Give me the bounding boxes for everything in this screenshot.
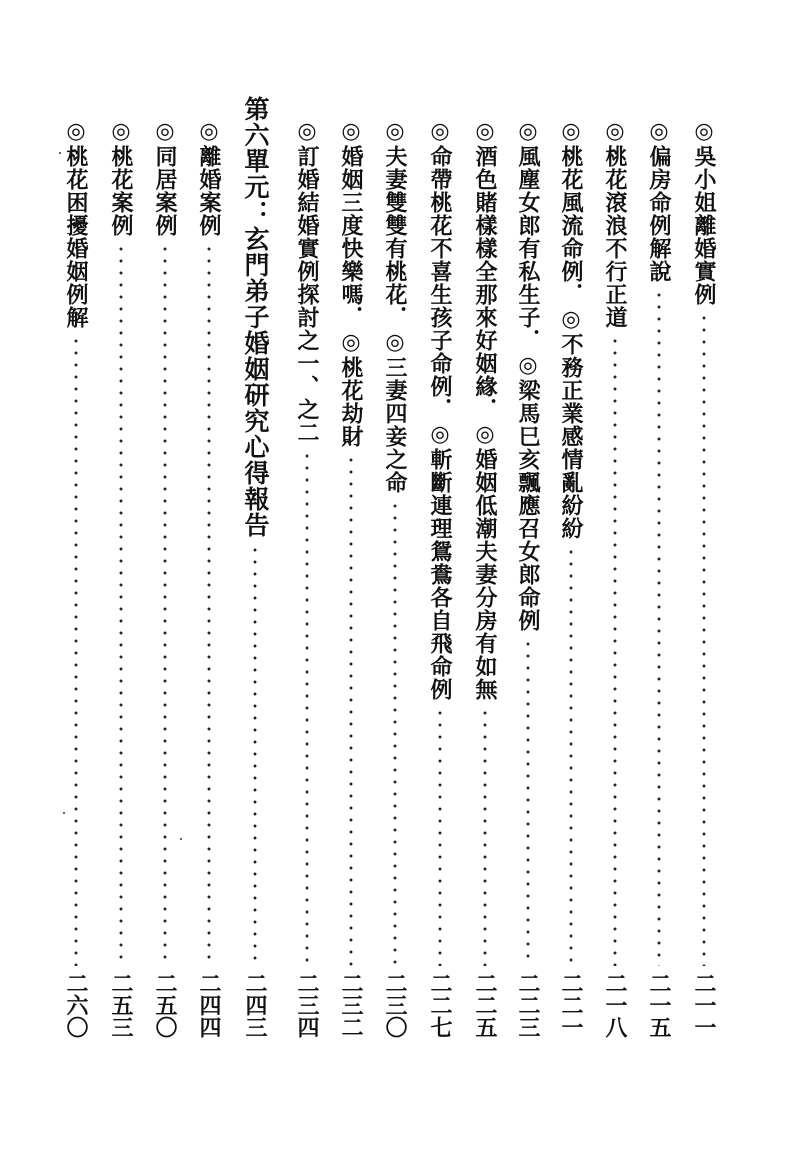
toc-entry bbox=[556, 118, 586, 1038]
entry-page-number: 二三〇 bbox=[382, 972, 408, 1038]
scan-speck bbox=[180, 838, 182, 840]
toc-entry bbox=[513, 118, 543, 1038]
entry-page-number: 二二三 bbox=[515, 972, 541, 1038]
dot-leader bbox=[349, 454, 353, 966]
entry-page-number: 二三四 bbox=[294, 972, 320, 1038]
entry-title: ◎吳小姐離婚實例 bbox=[691, 118, 717, 306]
dot-leader bbox=[526, 638, 530, 966]
toc-entry bbox=[689, 118, 719, 1038]
dot-leader bbox=[305, 450, 309, 966]
section-page-number: 二四三 bbox=[242, 972, 268, 1038]
entry-title: ◎桃花風流命例．◎不務正業感情亂紛紛 bbox=[558, 118, 584, 540]
entry-title: ◎酒色賭樣樣全那來好姻緣．◎婚姻低潮夫妻分房有如無 bbox=[472, 118, 498, 701]
entry-title: ◎風塵女郎有私生子．◎梁馬巳亥飄應召女郎命例 bbox=[515, 118, 541, 632]
dot-leader bbox=[74, 335, 78, 966]
section-title: 第六單元：玄門弟子婚姻研究心得報告 bbox=[241, 96, 270, 538]
entry-title: ◎訂婚結婚實例探討之一、之二 bbox=[294, 118, 320, 444]
scan-speck bbox=[59, 152, 61, 154]
dot-leader bbox=[702, 312, 706, 966]
dot-leader bbox=[163, 243, 167, 966]
entry-title: ◎命帶桃花不喜生孩子命例．◎斬斷連理鴛鴦各自飛命例 bbox=[427, 118, 453, 701]
toc-entry bbox=[600, 118, 630, 1038]
scan-speck bbox=[63, 812, 65, 814]
toc-entry bbox=[150, 118, 180, 1038]
entry-title: ◎桃花滾浪不行正道 bbox=[602, 118, 628, 329]
dot-leader bbox=[253, 544, 257, 966]
entry-title: ◎同居案例 bbox=[152, 118, 178, 237]
entry-page-number: 二一五 bbox=[646, 972, 672, 1038]
entry-title: ◎偏房命例解說 bbox=[646, 118, 672, 283]
entry-page-number: 二五三 bbox=[108, 972, 134, 1038]
entry-page-number: 二六〇 bbox=[63, 972, 89, 1038]
entry-page-number: 二一八 bbox=[602, 972, 628, 1038]
toc-entry bbox=[336, 118, 366, 1038]
entry-title: ◎夫妻雙雙有桃花．◎三妻四妾之命 bbox=[382, 118, 408, 494]
dot-leader bbox=[207, 243, 211, 966]
toc-entry bbox=[644, 118, 674, 1038]
toc-entry bbox=[194, 118, 224, 1038]
entry-title: ◎桃花案例 bbox=[108, 118, 134, 237]
toc-entry bbox=[470, 118, 500, 1038]
dot-leader bbox=[657, 289, 661, 966]
entry-title: ◎離婚案例 bbox=[196, 118, 222, 237]
toc-entry bbox=[106, 118, 136, 1038]
dot-leader bbox=[569, 546, 573, 966]
dot-leader bbox=[119, 243, 123, 966]
dot-leader bbox=[613, 335, 617, 966]
toc-section-heading bbox=[240, 96, 270, 1038]
entry-page-number: 二二七 bbox=[427, 972, 453, 1038]
toc-entry bbox=[425, 118, 455, 1038]
entry-page-number: 二四四 bbox=[196, 972, 222, 1038]
toc-entry bbox=[380, 118, 410, 1038]
entry-page-number: 二二五 bbox=[472, 972, 498, 1038]
entry-page-number: 二一一 bbox=[691, 972, 717, 1038]
toc-entry bbox=[61, 118, 91, 1038]
dot-leader bbox=[438, 707, 442, 966]
dot-leader bbox=[483, 707, 487, 966]
entry-title: ◎桃花困擾婚姻例解 bbox=[63, 118, 89, 329]
toc-entry bbox=[292, 118, 322, 1038]
entry-page-number: 二三二 bbox=[338, 972, 364, 1038]
entry-page-number: 二二一 bbox=[558, 972, 584, 1038]
entry-page-number: 二五〇 bbox=[152, 972, 178, 1038]
entry-title: ◎婚姻三度快樂嗎．◎桃花劫財 bbox=[338, 118, 364, 448]
dot-leader bbox=[393, 500, 397, 966]
